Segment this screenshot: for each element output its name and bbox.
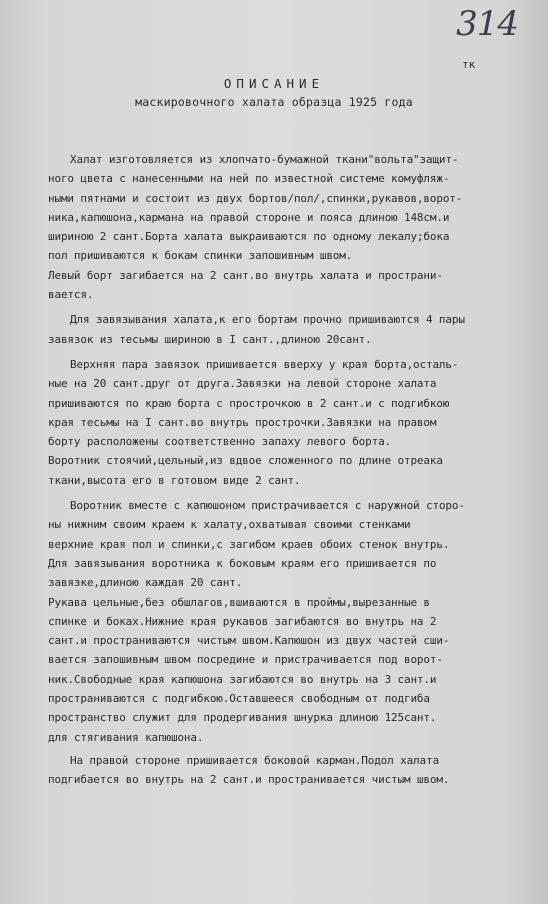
text-line: пришиваются по краю борта с прострочкою в 2 сант.и с подгибкою — [48, 396, 450, 410]
text-line: ника,капюшона,кармана на правой стороне и пояса длиною 148см.и — [48, 210, 450, 224]
text-line: Верхняя пара завязок пришивается вверху у края борта,осталь- — [70, 357, 459, 371]
text-line: подгибается во внутрь на 2 сант.и пространивается чистым швом. — [48, 773, 450, 787]
text-line: края тесьмы на I сант.во внутрь прострочки.Завязки на правом — [48, 415, 437, 429]
text-line: для стягивания капюшона. — [48, 730, 204, 744]
text-line: сант.и пространиваются чистым швом.Капюшон из двух частей сши- — [48, 634, 450, 648]
text-line: ны нижним своим краем к халату,охватывая своими стенками — [48, 518, 411, 532]
text-line: ткани,высота его в готовом виде 2 сант. — [48, 473, 301, 487]
text-line: пол пришиваются к бокам спинки запошивным швом. — [48, 249, 353, 263]
text-line: шириною 2 сант.Борта халата выкраиваются по одному лекалу;бока — [48, 230, 450, 244]
text-line: Халат изготовляется из хлопчато-бумажной ткани"вольта"защит- — [70, 153, 459, 166]
handwritten-page-number: 314 — [456, 4, 518, 44]
text-line: Левый борт загибается на 2 сант.во внутрь халата и пространи- — [48, 268, 443, 282]
corner-mark: тк — [462, 58, 476, 71]
text-line: верхние края пол и спинки,с загибом краев обоих стенок внутрь. — [48, 537, 450, 551]
text-line: завязок из тесьмы шириною в I сант.,длиною 20сант. — [48, 332, 372, 346]
text-line: На правой стороне пришивается боковой карман.Подол халата — [70, 753, 439, 767]
text-line: пространиваются с подгибкою.Оставшееся свободным от подгиба — [48, 692, 430, 706]
text-line: ник.Свободные края капюшона загибаются во внутрь на 3 сант.и — [48, 672, 437, 686]
text-line: Для завязывания халата,к его бортам прочно пришиваются 4 пары — [70, 313, 465, 327]
document-subtitle: маскировочного халата образца 1925 года — [135, 95, 413, 109]
text-line: Воротник стоячий,цельный,из вдвое сложенного по длине отреака — [48, 454, 443, 468]
text-line: Для завязывания воротника к боковым краям его пришивается по — [48, 556, 437, 570]
text-line: ного цвета с нанесенными на ней по известной системе комуфляж- — [48, 172, 450, 186]
text-line: борту расположены соответственно запаху левого борта. — [48, 435, 392, 449]
text-line: Рукава цельные,без обшлагов,вшиваются в проймы,вырезанные в — [48, 595, 430, 609]
text-line: вается. — [48, 288, 94, 302]
text-line: ными пятнами и состоит из двух бортов/пол/,спинки,рукавов,ворот- — [48, 191, 463, 205]
document-title: ОПИСАНИЕ — [223, 76, 325, 91]
text-line: вается запошивным швом посредине и пристрачивается под ворот- — [48, 653, 443, 667]
text-line: Воротник вместе с капюшоном пристрачивается с наружной сторо- — [70, 499, 465, 513]
text-line: спинке и боках.Нижние края рукавов загибаются во внутрь на 2 — [48, 614, 437, 628]
text-line: пространство служит для продергивания шнурка длиною 125сант. — [48, 711, 437, 725]
text-line: ные на 20 сант.друг от друга.Завязки на левой стороне халата — [48, 377, 437, 391]
document-body — [48, 150, 518, 790]
text-line: завязке,длиною каждая 20 сант. — [48, 576, 243, 590]
